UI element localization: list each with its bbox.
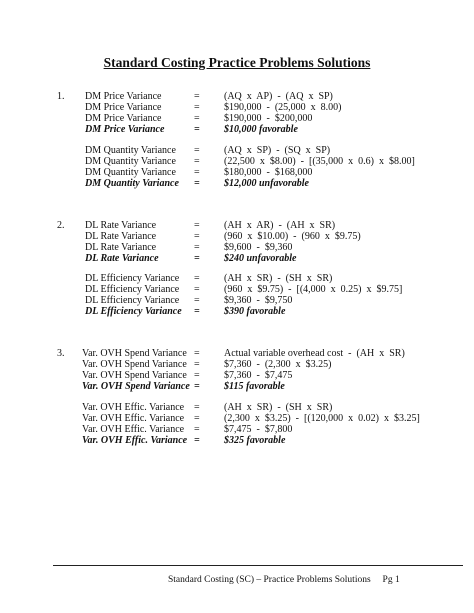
variance-result: $325 favorable [224, 435, 286, 446]
variance-expression: $7,360 - $7,475 [224, 370, 293, 381]
equals-sign: = [194, 381, 200, 392]
variance-expression: (22,500 x $8.00) - [(35,000 x 0.6) x $8.00] [224, 156, 415, 167]
problem-number: 3. [57, 348, 65, 359]
variance-result-row [0, 178, 474, 190]
equals-sign: = [194, 167, 200, 178]
problem-number: 2. [57, 220, 65, 231]
equals-sign: = [194, 435, 200, 446]
equals-sign: = [194, 231, 200, 242]
variance-result-row [0, 306, 474, 318]
variance-expression: (AH x SR) - (SH x SR) [224, 402, 333, 413]
footer-divider [53, 565, 463, 566]
variance-label: DM Quantity Variance [85, 156, 176, 167]
equals-sign: = [194, 178, 200, 189]
variance-result: $12,000 unfavorable [224, 178, 309, 189]
variance-label: Var. OVH Spend Variance [82, 370, 187, 381]
variance-expression: $9,360 - $9,750 [224, 295, 293, 306]
variance-expression: (2,300 x $3.25) - [(120,000 x 0.02) x $3.25] [224, 413, 420, 424]
equals-sign: = [194, 359, 200, 370]
variance-result: $10,000 favorable [224, 124, 298, 135]
variance-expression: (960 x $10.00) - (960 x $9.75) [224, 231, 361, 242]
variance-label: DM Price Variance [85, 102, 162, 113]
variance-expression: Actual variable overhead cost - (AH x SR) [224, 348, 405, 359]
variance-label: DL Efficiency Variance [85, 273, 180, 284]
equals-sign: = [194, 284, 200, 295]
variance-expression: $190,000 - $200,000 [224, 113, 313, 124]
variance-expression: $7,475 - $7,800 [224, 424, 293, 435]
variance-label: DL Efficiency Variance [85, 306, 182, 317]
variance-label: Var. OVH Spend Variance [82, 381, 190, 392]
problem-number: 1. [57, 91, 65, 102]
equals-sign: = [194, 295, 200, 306]
equals-sign: = [194, 370, 200, 381]
variance-label: DM Price Variance [85, 113, 162, 124]
equals-sign: = [194, 306, 200, 317]
variance-label: DM Price Variance [85, 91, 162, 102]
variance-expression: $7,360 - (2,300 x $3.25) [224, 359, 332, 370]
variance-label: DL Rate Variance [85, 242, 157, 253]
page-footer: Standard Costing (SC) – Practice Problems Solutions Pg 1 [168, 575, 400, 585]
variance-result-row [0, 381, 474, 393]
variance-expression: $9,600 - $9,360 [224, 242, 293, 253]
equals-sign: = [194, 102, 200, 113]
equals-sign: = [194, 273, 200, 284]
equals-sign: = [194, 413, 200, 424]
variance-label: DM Price Variance [85, 124, 165, 135]
variance-label: Var. OVH Effic. Variance [82, 413, 185, 424]
variance-expression: $180,000 - $168,000 [224, 167, 313, 178]
variance-expression: (AQ x AP) - (AQ x SP) [224, 91, 333, 102]
variance-expression: (960 x $9.75) - [(4,000 x 0.25) x $9.75] [224, 284, 403, 295]
variance-label: DL Efficiency Variance [85, 284, 180, 295]
equals-sign: = [194, 242, 200, 253]
variance-label: Var. OVH Effic. Variance [82, 435, 188, 446]
page-title: Standard Costing Practice Problems Solutions [103, 55, 371, 70]
equals-sign: = [194, 91, 200, 102]
variance-expression: (AH x AR) - (AH x SR) [224, 220, 336, 231]
equals-sign: = [194, 124, 200, 135]
variance-expression: $190,000 - (25,000 x 8.00) [224, 102, 342, 113]
equals-sign: = [194, 253, 200, 264]
variance-result-row [0, 124, 474, 136]
variance-label: DM Quantity Variance [85, 145, 176, 156]
variance-label: Var. OVH Effic. Variance [82, 424, 185, 435]
variance-result: $240 unfavorable [224, 253, 297, 264]
variance-label: Var. OVH Spend Variance [82, 348, 187, 359]
variance-result: $390 favorable [224, 306, 286, 317]
equals-sign: = [194, 145, 200, 156]
equals-sign: = [194, 220, 200, 231]
variance-result-row [0, 435, 474, 447]
variance-label: DM Quantity Variance [85, 167, 176, 178]
equals-sign: = [194, 424, 200, 435]
variance-label: DL Rate Variance [85, 253, 159, 264]
equals-sign: = [194, 113, 200, 124]
variance-label: Var. OVH Effic. Variance [82, 402, 185, 413]
equals-sign: = [194, 156, 200, 167]
variance-result-row [0, 253, 474, 265]
equals-sign: = [194, 402, 200, 413]
variance-label: DL Rate Variance [85, 231, 157, 242]
variance-label: DM Quantity Variance [85, 178, 179, 189]
variance-expression: (AH x SR) - (SH x SR) [224, 273, 333, 284]
variance-expression: (AQ x SP) - (SQ x SP) [224, 145, 331, 156]
equals-sign: = [194, 348, 200, 359]
variance-result: $115 favorable [224, 381, 285, 392]
variance-label: DL Efficiency Variance [85, 295, 180, 306]
variance-label: Var. OVH Spend Variance [82, 359, 187, 370]
variance-label: DL Rate Variance [85, 220, 157, 231]
